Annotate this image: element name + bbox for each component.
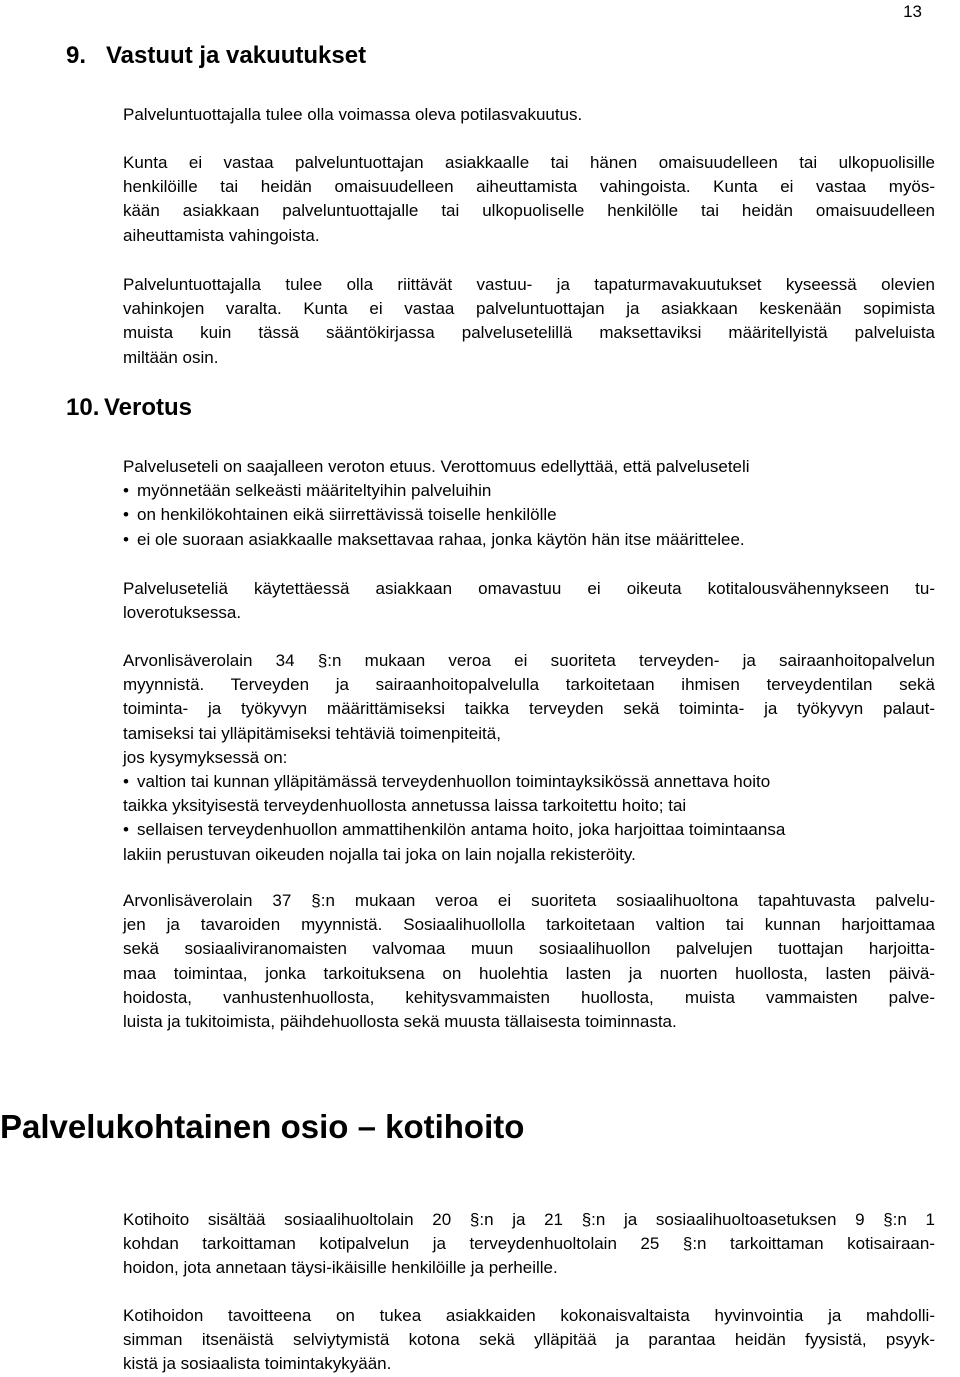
text-line: simman itsenäistä selviytymistä kotona sekä ylläpitää ja parantaa heidän fyysistä, psyyk- — [123, 1330, 935, 1350]
text-line: jen ja tavaroiden myynnistä. Sosiaalihuollolla tarkoitetaan valtion tai kunnan harjoittamaa — [123, 915, 935, 935]
text-line: henkilöille tai heidän omaisuudelleen aiheuttamista vahingoista. Kunta ei vastaa myös- — [123, 177, 935, 197]
text-line: Kunta ei vastaa palveluntuottajan asiakkaalle tai hänen omaisuudelleen tai ulkopuolisille — [123, 153, 935, 172]
section-10-heading — [66, 394, 192, 422]
section-10-number: 10. — [66, 394, 100, 421]
text-line: vahinkojen varalta. Kunta ei vastaa palveluntuottajan ja asiakkaan keskenään sopimista — [123, 299, 935, 319]
list-item — [123, 770, 935, 794]
bullet-icon: • — [123, 505, 129, 525]
text-line: hoidosta, vanhustenhuollosta, kehitysvammaisten huollosta, muista vammaisten palve- — [123, 987, 935, 1007]
text-line: Kotihoidon tavoitteena on tukea asiakkaiden kokonaisvaltaista hyvinvointia ja mahdolli- — [123, 1306, 935, 1325]
text-line: loverotuksessa. — [123, 603, 242, 623]
bullet-icon: • — [123, 820, 129, 840]
text-line: tamiseksi tai ylläpitämiseksi tehtäviä toimenpiteitä, — [123, 723, 501, 743]
section-9-title: Vastuut ja vakuutukset — [106, 42, 367, 69]
section-9-number: 9. — [66, 42, 87, 69]
text-line: myynnistä. Terveyden ja sairaanhoitopalvelulla tarkoitetaan ihmisen terveydentilan sekä — [123, 675, 935, 695]
list-item-text: ei ole suoraan asiakkaalle maksettavaa rahaa, jonka käytön hän itse määrittelee. — [137, 529, 745, 549]
text-line: hoidon, jota annetaan täysi-ikäisille henkilöille ja perheille. — [123, 1258, 558, 1278]
text-line: Arvonlisäverolain 34 §:n mukaan veroa ei suoriteta terveyden- ja sairaanhoitopalvelun — [123, 651, 935, 670]
section-10-paragraph-4 — [123, 889, 935, 1034]
list-item — [123, 479, 935, 503]
part-paragraph-2 — [123, 1304, 935, 1377]
section-10-paragraph-2 — [123, 577, 935, 625]
section-9-paragraph-3 — [123, 273, 935, 370]
text-line: Palveluntuottajalla tulee olla riittävät vastuu- ja tapaturmavakuutukset kyseessä olevien — [123, 275, 935, 294]
list-item-text: myönnetään selkeästi määriteltyihin palveluihin — [137, 481, 492, 501]
text-line: aiheuttamista vahingoista. — [123, 225, 320, 245]
text-line: jos kysymyksessä on: — [123, 747, 288, 767]
text-line: muista kuin tässä sääntökirjassa palvelusetelillä maksettaviksi määritellyistä palveluista — [123, 323, 935, 343]
text-line: maa toimintaa, jonka tarkoituksena on huolehtia lasten ja nuorten huollosta, lasten päivä- — [123, 963, 935, 983]
text-line: Kotihoito sisältää sosiaalihuoltolain 20 §:n ja 21 §:n ja sosiaalihuoltoasetuksen 9 §:n 1 — [123, 1210, 935, 1229]
section-9-heading — [66, 42, 366, 70]
list-item-text: valtion tai kunnan ylläpitämässä terveydenhuollon toimintayksikössä annettava hoito — [137, 772, 771, 792]
section-10-paragraph-1 — [123, 455, 935, 552]
section-10-title: Verotus — [104, 394, 193, 421]
text-line: kistä ja sosiaalista toimintakykyään. — [123, 1354, 392, 1374]
list-item — [123, 528, 935, 552]
text-line: Palveluseteli on saajalleen veroton etuus. Verottomuus edellyttää, että palveluseteli — [123, 457, 750, 476]
part-paragraph-1 — [123, 1208, 935, 1281]
part-heading: Palvelukohtainen osio – kotihoito — [0, 1108, 525, 1145]
page-number: 13 — [903, 2, 922, 21]
bullet-icon: • — [123, 772, 129, 792]
text-line: taikka yksityisestä terveydenhuollosta annetussa laissa tarkoitettu hoito; tai — [123, 796, 687, 816]
text-line: luista ja tukitoimista, päihdehuollosta sekä muusta tällaisesta toiminnasta. — [123, 1012, 677, 1032]
text-line: toiminta- ja työkyvyn määrittämiseksi taikka terveyden sekä toiminta- ja työkyvyn palaut- — [123, 699, 935, 719]
text-line: lakiin perustuvan oikeuden nojalla tai joka on lain nojalla rekisteröity. — [123, 844, 636, 864]
section-9-paragraph-2 — [123, 151, 935, 248]
section-10-paragraph-3 — [123, 649, 935, 867]
section-9-paragraph-1 — [123, 103, 935, 127]
list-item-text: on henkilökohtainen eikä siirrettävissä toiselle henkilölle — [137, 505, 557, 525]
text-line: Palveluntuottajalla tulee olla voimassa oleva potilasvakuutus. — [123, 105, 583, 124]
text-line: miltään osin. — [123, 347, 219, 367]
list-item — [123, 818, 935, 842]
text-line: kohdan tarkoittaman kotipalvelun ja terveydenhuoltolain 25 §:n tarkoittaman kotisairaan- — [123, 1234, 935, 1254]
list-item — [123, 503, 935, 527]
bullet-icon: • — [123, 481, 129, 501]
list-item-text: sellaisen terveydenhuollon ammattihenkilön antama hoito, joka harjoittaa toimintaansa — [137, 820, 786, 840]
bullet-icon: • — [123, 529, 129, 549]
text-line: Arvonlisäverolain 37 §:n mukaan veroa ei suoriteta sosiaalihuoltona tapahtuvasta palvelu- — [123, 891, 935, 910]
text-line: kään asiakkaan palveluntuottajalle tai ulkopuoliselle henkilölle tai heidän omaisuudelleen — [123, 201, 935, 221]
text-line: sekä sosiaaliviranomaisten valvomaa muun sosiaalihuollon palvelujen tuottajan harjoitta- — [123, 939, 935, 959]
text-line: Palveluseteliä käytettäessä asiakkaan omavastuu ei oikeuta kotitalousvähennykseen tu- — [123, 579, 935, 598]
